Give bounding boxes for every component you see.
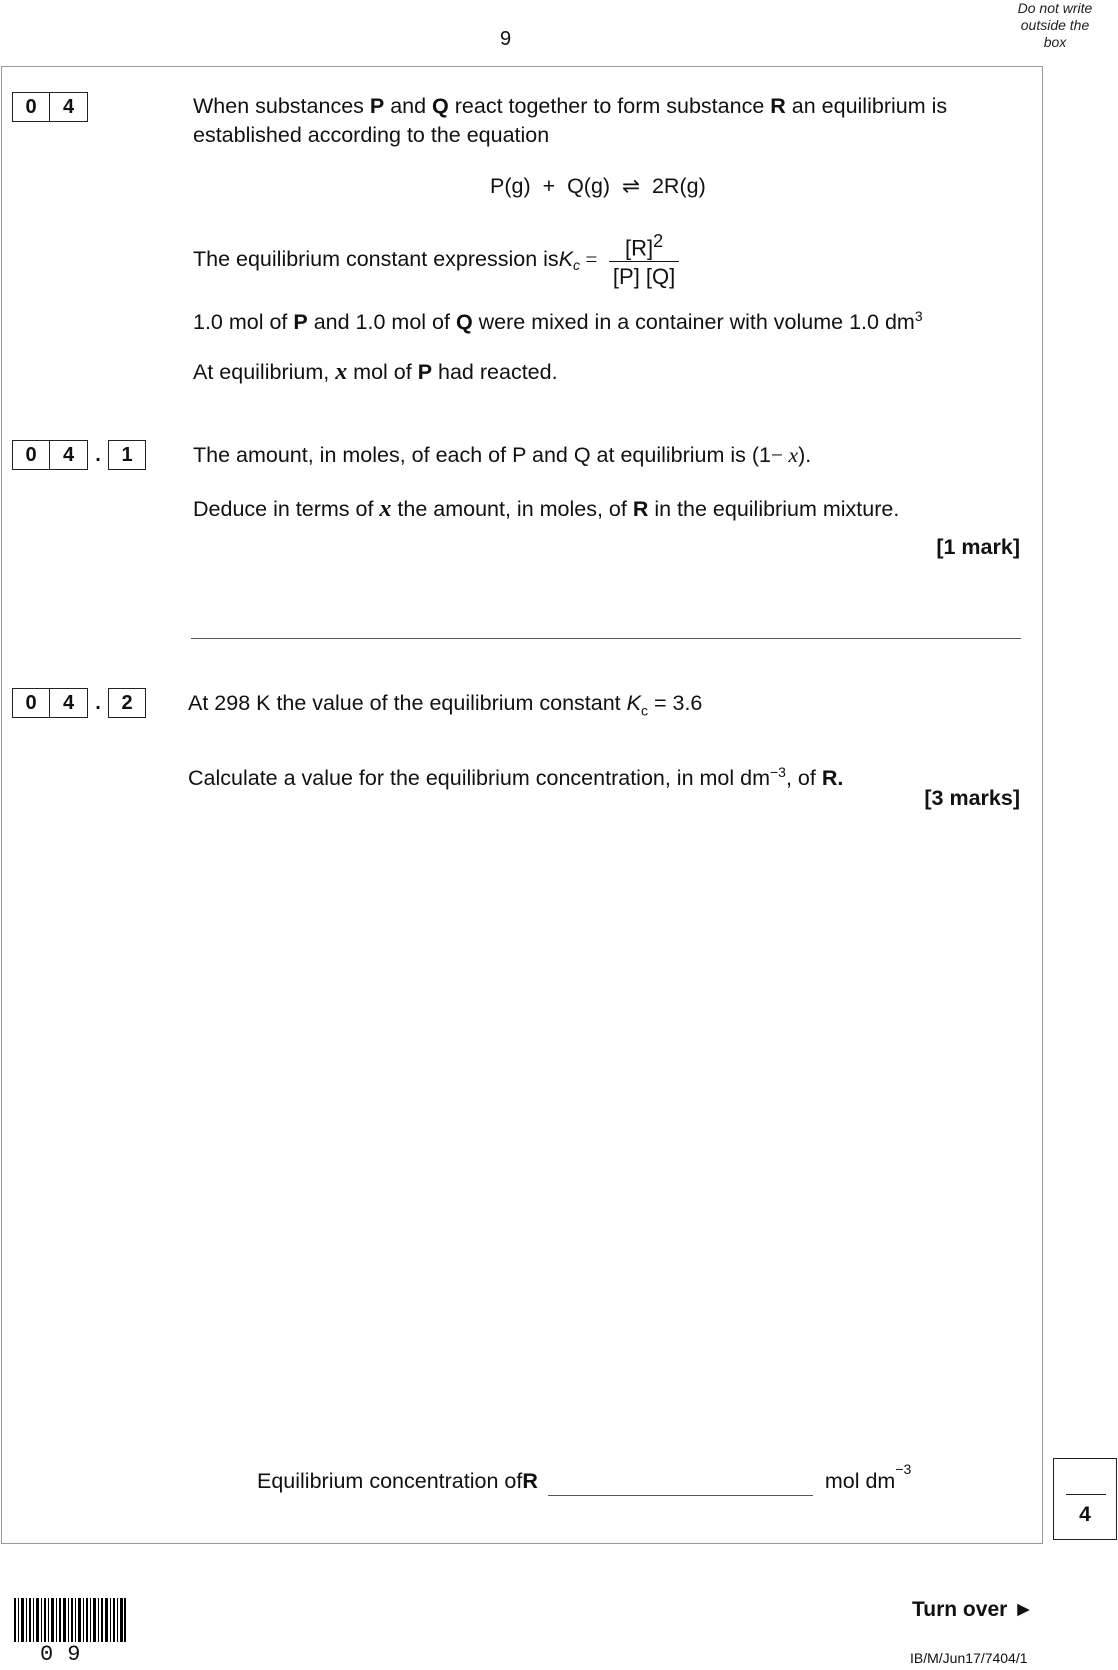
page-mark-box bbox=[1053, 1458, 1117, 1540]
mark-box-dash bbox=[1066, 1494, 1106, 1495]
text-run: were mixed in a container with volume 1.0 dm bbox=[472, 310, 915, 335]
qnum-digit: 1 bbox=[108, 440, 146, 470]
text-run: R. bbox=[821, 766, 844, 791]
turn-over-label: Turn over ► bbox=[912, 1598, 1034, 1621]
text-run: P bbox=[417, 360, 433, 384]
qnum-dot: . bbox=[95, 443, 101, 466]
text-run: and 1.0 mol of bbox=[307, 310, 456, 335]
text-run: At 298 K the value of the equilibrium constant bbox=[188, 691, 627, 715]
q04-intro bbox=[193, 92, 1013, 150]
variable-x: x bbox=[379, 496, 392, 522]
text-run: = 3.6 bbox=[647, 691, 703, 715]
question-number-04-2 bbox=[12, 688, 146, 718]
kc-numerator bbox=[621, 228, 667, 261]
text-run: R bbox=[770, 94, 786, 118]
kc-symbol: K bbox=[558, 246, 574, 271]
barcode-digits: 09 bbox=[40, 1642, 95, 1667]
text-run: [R] bbox=[625, 235, 654, 261]
margin-note-line-3: box bbox=[1043, 34, 1067, 50]
qnum-digit: 4 bbox=[50, 688, 88, 718]
paper-reference: IB/M/Jun17/7404/1 bbox=[910, 1650, 1028, 1666]
kc-subscript: c bbox=[573, 256, 581, 273]
qnum-digit: 4 bbox=[50, 92, 88, 122]
mark-box-total: 4 bbox=[1079, 1503, 1091, 1526]
page-number: 9 bbox=[500, 28, 512, 50]
text-run: mol of bbox=[347, 360, 418, 384]
text-run: ). bbox=[798, 443, 812, 467]
margin-note bbox=[1005, 0, 1105, 51]
exponent: 2 bbox=[653, 231, 664, 251]
qnum-digit: 0 bbox=[12, 92, 50, 122]
text-run: an equilibrium is bbox=[785, 94, 948, 118]
q041-marks: [1 mark] bbox=[936, 535, 1020, 559]
q041-line-1 bbox=[193, 441, 811, 470]
text-run: Q bbox=[432, 94, 449, 118]
kc-expression bbox=[193, 228, 679, 290]
exponent: −3 bbox=[895, 1461, 912, 1477]
qnum-digit: 4 bbox=[50, 440, 88, 470]
question-number-04-1 bbox=[12, 440, 146, 470]
qnum-digit: 0 bbox=[12, 688, 50, 718]
text-run: the amount, in moles, of bbox=[391, 497, 633, 521]
barcode-icon bbox=[14, 1598, 126, 1642]
chemical-equation: P(g) + Q(g) ⇌ 2R(g) bbox=[490, 174, 706, 198]
exponent: −3 bbox=[770, 764, 786, 780]
q041-line-2 bbox=[193, 495, 899, 524]
variable-x: x bbox=[335, 359, 348, 385]
answer-label: Equilibrium concentration of bbox=[257, 1469, 523, 1493]
text-run: At equilibrium, bbox=[193, 360, 336, 384]
qnum-digit: 0 bbox=[12, 440, 50, 470]
kc-fraction bbox=[609, 228, 679, 290]
answer-unit: mol dm bbox=[824, 1469, 896, 1493]
variable-x: x bbox=[788, 443, 799, 467]
text-run: R bbox=[632, 497, 649, 521]
exponent: 3 bbox=[914, 308, 923, 324]
text-run: had reacted. bbox=[432, 360, 558, 384]
q04-mixing bbox=[193, 302, 923, 337]
kc-denominator: [P] [Q] bbox=[609, 261, 679, 290]
text-run: When substances bbox=[193, 94, 370, 118]
q042-marks: [3 marks] bbox=[924, 786, 1020, 810]
kc-symbol: K bbox=[626, 691, 641, 715]
text-run: R bbox=[522, 1469, 538, 1493]
q04-intro-line-2: established according to the equation bbox=[193, 123, 550, 147]
q042-line-1 bbox=[188, 689, 702, 725]
q041-answer-line[interactable] bbox=[191, 638, 1021, 639]
text-run: and bbox=[384, 94, 433, 118]
text-run: , of bbox=[785, 766, 822, 791]
text-run: in the equilibrium mixture. bbox=[648, 497, 900, 521]
margin-note-line-1: Do not write bbox=[1017, 0, 1093, 16]
text-run: react together to form substance bbox=[448, 94, 771, 118]
q042-line-2 bbox=[188, 758, 843, 793]
text-run: P bbox=[293, 310, 308, 335]
text-run: − bbox=[771, 443, 789, 467]
q04-equilibrium bbox=[193, 358, 558, 387]
qnum-dot: . bbox=[95, 691, 101, 714]
answer-input-line[interactable] bbox=[548, 1469, 813, 1496]
margin-note-line-2: outside the bbox=[1020, 17, 1090, 33]
q042-answer-row bbox=[257, 1461, 912, 1496]
text-run: 1.0 mol of bbox=[193, 310, 294, 335]
text-run: P bbox=[369, 94, 385, 118]
text-run: The amount, in moles, of each of P and Q at equilibrium is (1 bbox=[193, 443, 772, 467]
text-run: = bbox=[580, 246, 603, 271]
text-run: Deduce in terms of bbox=[193, 497, 380, 521]
text-run: The equilibrium constant expression is bbox=[193, 246, 559, 271]
qnum-digit: 2 bbox=[108, 688, 146, 718]
kc-subscript: c bbox=[640, 702, 648, 719]
text-run: Q bbox=[455, 310, 473, 335]
text-run: Calculate a value for the equilibrium concentration, in mol dm bbox=[188, 766, 770, 791]
question-number-04 bbox=[12, 92, 88, 122]
